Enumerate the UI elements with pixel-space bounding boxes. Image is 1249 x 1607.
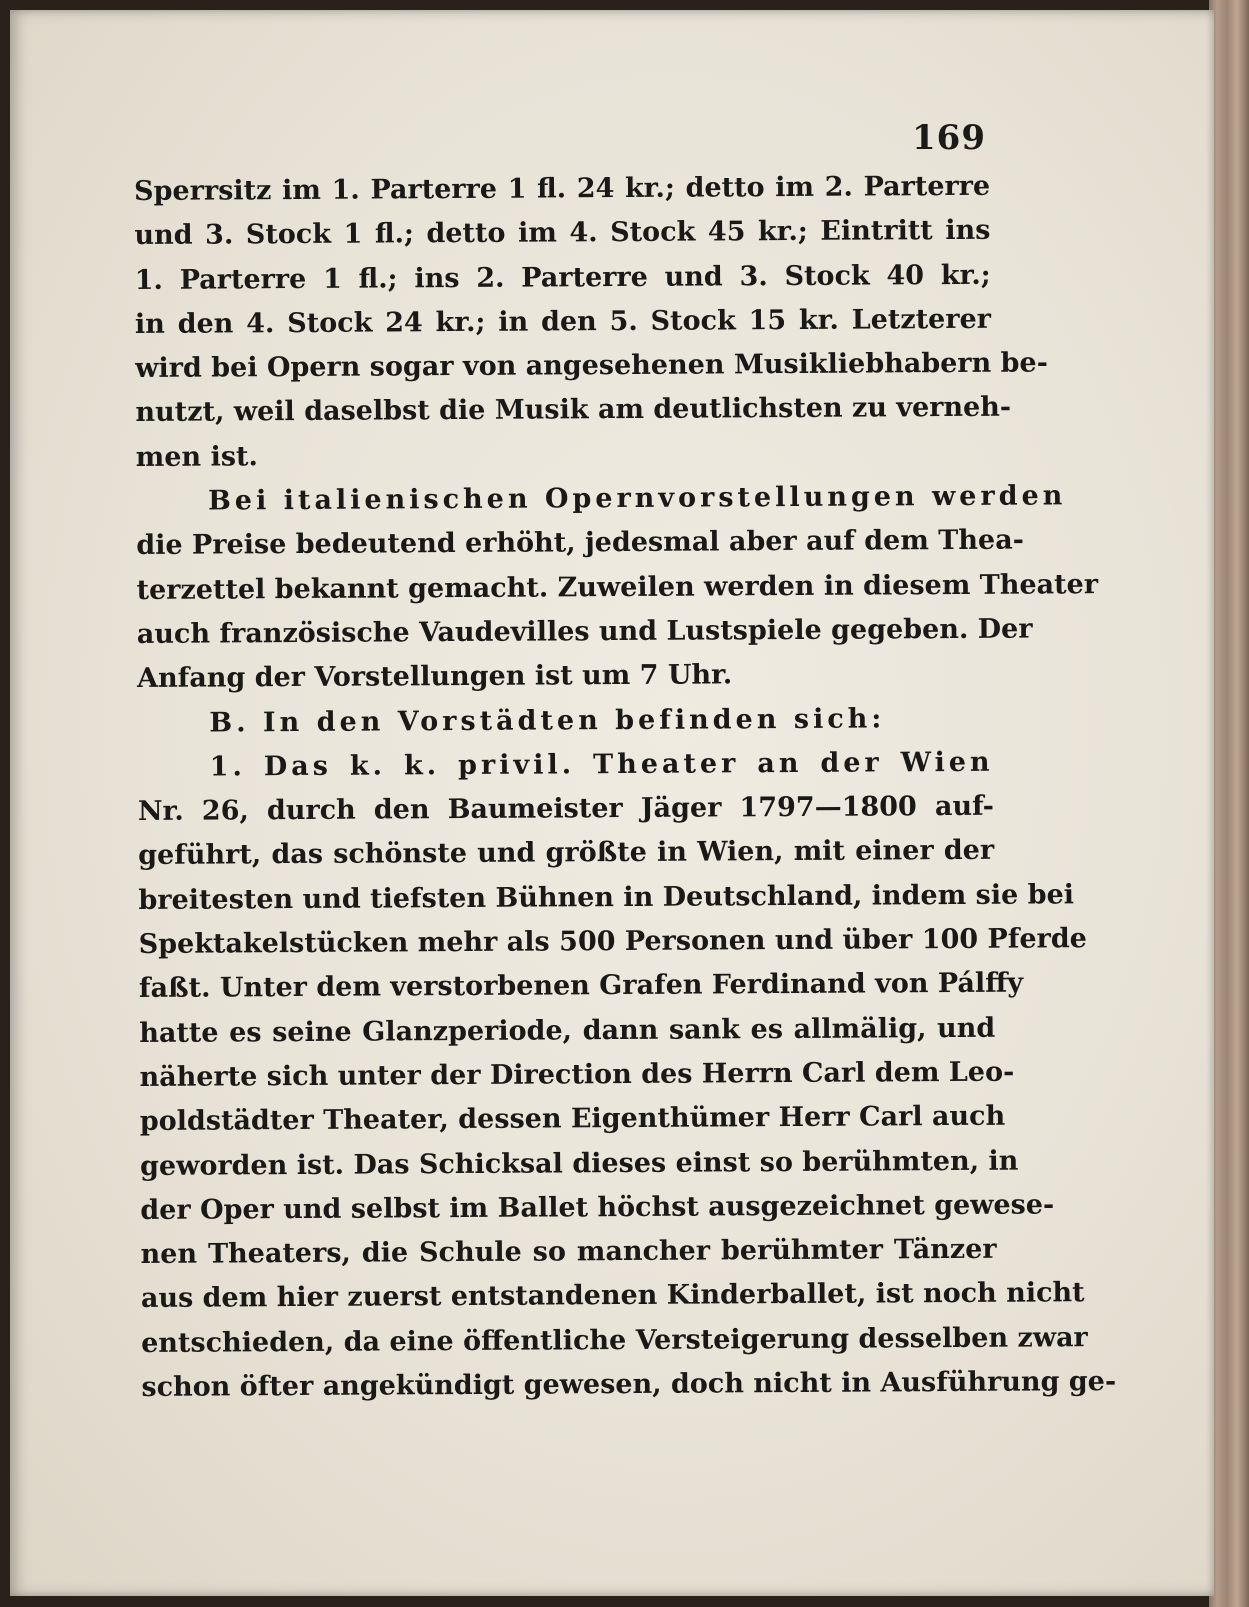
text-line: geworden ist. Das Schicksal dieses einst so berühmten, in: [139, 1145, 1019, 1182]
text-line: hatte es seine Glanzperiode, dann sank es allmälig, und: [139, 1012, 996, 1049]
text-line: Sperrsitz im 1. Parterre 1 fl. 24 kr.; detto im 2. Parterre: [134, 170, 991, 207]
text-line: und 3. Stock 1 fl.; detto im 4. Stock 45 kr.; Eintritt ins: [134, 215, 991, 252]
text-line: Nr. 26, durch den Baumeister Jäger 1797—1800 auf-: [137, 790, 994, 828]
page-edge: [1209, 0, 1249, 1607]
text-line: terzettel bekannt gemacht. Zuweilen werden in diesem Theater: [136, 568, 1099, 606]
text-line: aus dem hier zuerst entstandenen Kinderballet, ist noch nicht: [140, 1277, 1085, 1315]
text-line: der Oper und selbst im Ballet höchst ausgezeichnet gewese-: [140, 1189, 1055, 1226]
text-line: 1. Parterre 1 fl.; ins 2. Parterre und 3. Stock 40 kr.;: [134, 259, 991, 296]
text-line: in den 4. Stock 24 kr.; in den 5. Stock 15 kr. Letzterer: [134, 303, 992, 340]
page-number: 169: [912, 118, 986, 158]
text-line: entschieden, da eine öffentliche Versteigerung desselben zwar: [141, 1321, 1088, 1359]
text-line: nutzt, weil daselbst die Musik am deutlichsten zu verneh-: [135, 392, 1012, 429]
text-line: Bei italienischen Opernvorstellungen werden: [207, 480, 1067, 517]
text-line: nen Theaters, die Schule so mancher berühmter Tänzer: [140, 1233, 997, 1271]
book-page: [10, 10, 1214, 1596]
text-line: breitesten und tiefsten Bühnen in Deutschland, indem sie bei: [138, 879, 1075, 916]
text-line: näherte sich unter der Direction des Herrn Carl dem Leo-: [139, 1056, 1015, 1093]
text-line: Anfang der Vorstellungen ist um 7 Uhr.: [137, 659, 733, 695]
text-line: men ist.: [135, 441, 258, 473]
body-text: [134, 165, 1117, 1411]
text-line: faßt. Unter dem verstorbenen Grafen Ferdinand von Pálffy: [138, 967, 1024, 1005]
text-line: schon öfter angekündigt gewesen, doch nicht in Ausführung ge-: [141, 1366, 1117, 1403]
text-line: auch französische Vaudevilles und Lustspiele gegeben. Der: [136, 613, 1033, 650]
text-line: B. In den Vorstädten befinden sich:: [209, 702, 886, 739]
text-line: wird bei Opern sogar von angesehenen Musikliebhabern be-: [135, 347, 1048, 385]
text-line: geführt, das schönste und größte in Wien, mit einer der: [138, 835, 995, 872]
text-line: die Preise bedeutend erhöht, jedesmal aber auf dem Thea-: [136, 524, 1024, 562]
text-line: Spektakelstücken mehr als 500 Personen und über 100 Pferde: [138, 923, 1087, 961]
text-line: 1. Das k. k. privil. Theater an der Wien: [209, 746, 994, 783]
text-line: poldstädter Theater, dessen Eigenthümer Herr Carl auch: [139, 1100, 1006, 1138]
